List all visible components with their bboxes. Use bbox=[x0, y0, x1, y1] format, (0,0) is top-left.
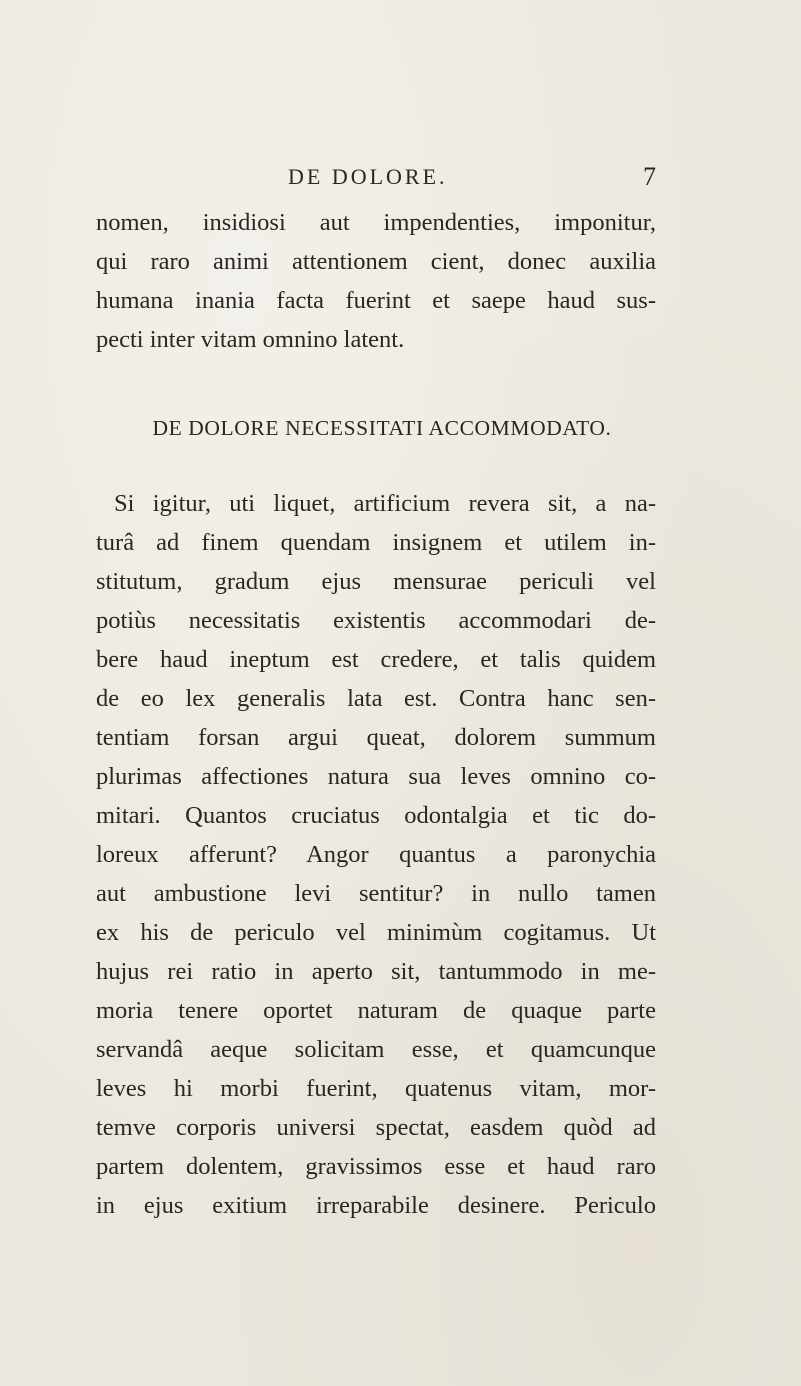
page-number: 7 bbox=[643, 162, 656, 191]
text-line: ex his de periculo vel minimùm cogitamus. Ut bbox=[96, 919, 656, 946]
text-line: de eo lex generalis lata est. Contra hanc sen- bbox=[96, 685, 656, 712]
text-line: partem dolentem, gravissimos esse et haud raro bbox=[96, 1153, 656, 1180]
text-line: loreux afferunt? Angor quantus a paronychia bbox=[96, 841, 656, 868]
text-line: nomen, insidiosi aut impendenties, imponitur, bbox=[96, 209, 656, 236]
paragraph-continued bbox=[96, 203, 656, 359]
text-line: turâ ad finem quendam insignem et utilem in- bbox=[96, 529, 656, 556]
text-line: bere haud ineptum est credere, et talis quidem bbox=[96, 646, 656, 673]
text-line: qui raro animi attentionem cient, donec auxilia bbox=[96, 248, 656, 275]
text-line: pecti inter vitam omnino latent. bbox=[96, 326, 405, 353]
text-line: plurimas affectiones natura sua leves omnino co- bbox=[96, 763, 656, 790]
text-line: mitari. Quantos cruciatus odontalgia et tic do- bbox=[96, 802, 656, 829]
text-line: in ejus exitium irreparabile desinere. Periculo bbox=[96, 1192, 656, 1219]
text-line: hujus rei ratio in aperto sit, tantummodo in me- bbox=[96, 958, 656, 985]
text-line: moria tenere oportet naturam de quaque parte bbox=[96, 997, 656, 1024]
section-heading: DE DOLORE NECESSITATI ACCOMMODATO. bbox=[152, 416, 612, 440]
text-line: Si igitur, uti liquet, artificium revera sit, a na- bbox=[114, 490, 656, 517]
text-line: aut ambustione levi sentitur? in nullo tamen bbox=[96, 880, 656, 907]
text-line: stitutum, gradum ejus mensurae periculi vel bbox=[96, 568, 656, 595]
text-line: leves hi morbi fuerint, quatenus vitam, mor- bbox=[96, 1075, 656, 1102]
text-line: tentiam forsan argui queat, dolorem summum bbox=[96, 724, 656, 751]
running-head bbox=[96, 162, 656, 192]
text-line: potiùs necessitatis existentis accommodari de- bbox=[96, 607, 656, 634]
paragraph-main bbox=[96, 484, 656, 1225]
text-line: temve corporis universi spectat, easdem quòd ad bbox=[96, 1114, 656, 1141]
text-line: humana inania facta fuerint et saepe haud sus- bbox=[96, 287, 656, 314]
running-title: DE DOLORE. bbox=[288, 164, 448, 189]
text-line: servandâ aeque solicitam esse, et quamcunque bbox=[96, 1036, 656, 1063]
